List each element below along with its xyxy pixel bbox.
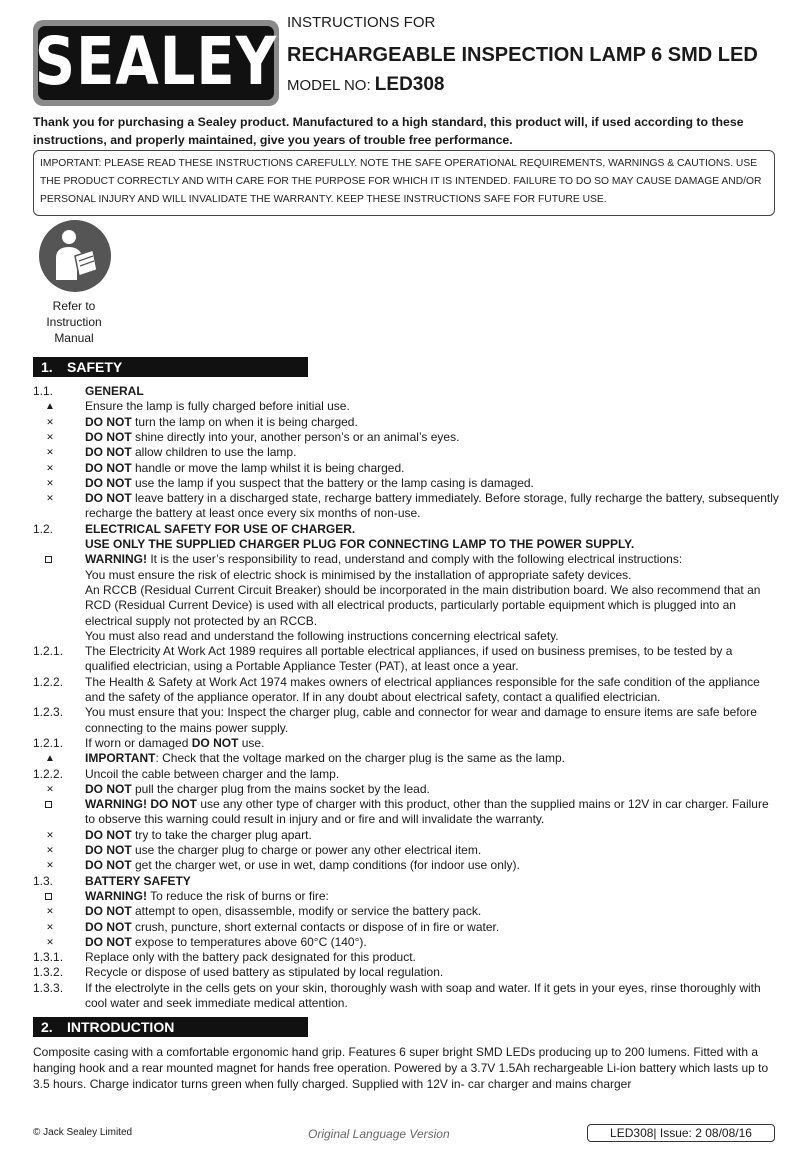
clause-number: 1.2.1. — [33, 735, 64, 750]
cross-icon: ✕ — [46, 936, 54, 947]
original-language-label: Original Language Version — [308, 1127, 450, 1141]
safety-line: You must ensure that you: Inspect the charger plug, cable and connector for wear and damage to ensure items are safe before — [85, 705, 757, 720]
logo-text: SEALEY — [34, 24, 278, 101]
clause-number: 1.2. — [33, 521, 54, 536]
bold-text: DO NOT — [85, 781, 132, 796]
cross-icon: ✕ — [46, 783, 54, 794]
bold-text: BATTERY SAFETY — [85, 873, 191, 888]
safety-line: DO NOT handle or move the lamp whilst it is being charged. — [85, 460, 405, 475]
warning-triangle-icon: ▲ — [45, 401, 55, 413]
bold-text: DO NOT — [85, 904, 132, 919]
safety-line: Replace only with the battery pack designated for this product. — [85, 950, 416, 965]
model-number — [287, 74, 445, 96]
safety-line: DO NOT expose to temperatures above 60°C (140°). — [85, 934, 367, 949]
safety-line: DO NOT attempt to open, disassemble, modify or service the battery pack. — [85, 904, 482, 919]
caption-line: Instruction — [46, 315, 102, 329]
cross-icon: ✕ — [46, 431, 54, 442]
clause-number: 1.2.1. — [33, 644, 64, 659]
instructions-for-label: INSTRUCTIONS FOR — [287, 14, 436, 31]
cross-icon: ✕ — [46, 462, 54, 473]
clause-number: 1.2.3. — [33, 705, 64, 720]
safety-line: Ensure the lamp is fully charged before initial use. — [85, 399, 350, 414]
safety-line: An RCCB (Residual Current Circuit Breaker) should be incorporated in the main distribution board. We also recommend that an — [85, 582, 761, 597]
safety-line: The Health & Safety at Work Act 1974 makes owners of electrical appliances responsible for the safe condition of the appliance — [85, 674, 760, 689]
section-header-introduction — [33, 1017, 308, 1037]
safety-line: DO NOT leave battery in a discharged state, recharge battery immediately. Before storage, fully recharge the battery, subsequently — [85, 491, 779, 506]
caption-line: Refer to — [52, 299, 96, 313]
section-title: SAFETY — [67, 359, 123, 375]
copyright: © Jack Sealey Limited — [33, 1127, 133, 1138]
safety-line: RCD (Residual Current Device) is used with all electrical products, particularly portable equipment which is plugged into an — [85, 598, 736, 613]
safety-line: The Electricity At Work Act 1989 requires all portable electrical appliances, if used on business premises, to be tested by a — [85, 644, 733, 659]
safety-line: to observe this warning could result in injury and or fire and will invalidate the warranty. — [85, 812, 545, 827]
safety-line: DO NOT use the lamp if you suspect that the battery or the lamp casing is damaged. — [85, 475, 534, 490]
clause-number: 1.1. — [33, 384, 54, 398]
bold-text: DO NOT — [85, 919, 132, 934]
safety-line: WARNING! It is the user’s responsibility to read, understand and comply with the following electrical instructions: — [85, 552, 683, 567]
thank-you-text: Thank you for purchasing a Sealey product. Manufactured to a high standard, this product will, if used according to these instructions, and properly maintained, give you years of trouble free performance. — [33, 115, 744, 147]
bold-text: IMPORTANT — [85, 751, 156, 766]
cross-icon: ✕ — [46, 829, 54, 840]
cross-icon: ✕ — [46, 906, 54, 917]
safety-line: DO NOT turn the lamp on when it is being charged. — [85, 414, 358, 429]
bold-text: DO NOT — [85, 934, 132, 949]
safety-line: and the safety of the appliance operator. If in any doubt about electrical safety, contact a qualified electrician. — [85, 690, 661, 704]
clause-number: 1.3.1. — [33, 950, 64, 965]
safety-line: You must also read and understand the following instructions concerning electrical safety. — [85, 628, 559, 643]
sealey-logo — [33, 20, 279, 106]
cross-icon: ✕ — [46, 477, 54, 488]
safety-line: recharge the battery at least once every six months of non-use. — [85, 506, 421, 521]
checkbox-icon — [45, 556, 52, 563]
safety-line: connecting to the mains power supply. — [85, 720, 289, 735]
safety-line: DO NOT crush, puncture, short external contacts or dispose of in fire or water. — [85, 919, 500, 934]
introduction-text: Composite casing with a comfortable ergonomic hand grip. Features 6 super bright SMD LEDs producing up to 200 lumens. Fitted with a hanging hook and a rear mounted magnet for hands free operation. Powered by a 3.7V 1.5Ah rechargeable Li-ion battery which lasts up to 3.5 hours. Charge indicator turns green when fully charged. Supplied with 12V in- car charger and mains charger — [33, 1045, 769, 1091]
clause-number: 1.3.2. — [33, 965, 64, 980]
bold-text: DO NOT — [85, 843, 132, 857]
bold-text: ELECTRICAL SAFETY FOR USE OF CHARGER. — [85, 521, 356, 536]
cross-icon: ✕ — [46, 845, 54, 855]
bold-text: DO NOT — [85, 429, 132, 444]
bold-text: DO NOT — [85, 858, 132, 873]
clause-number: 1.2.2. — [33, 766, 64, 781]
model-value: LED308 — [374, 74, 445, 95]
safety-line — [85, 537, 634, 552]
safety-line: WARNING! DO NOT use any other type of charger with this product, other than the supplied mains or 12V in car charger. Failure — [85, 797, 769, 812]
safety-line: If the electrolyte in the cells gets on your skin, thoroughly wash with soap and water. If it gets in your eyes, rinse thoroughly with — [85, 980, 761, 995]
bold-text: WARNING! — [85, 888, 147, 903]
safety-line: IMPORTANT: Check that the voltage marked on the charger plug is the same as the lamp. — [85, 751, 565, 766]
warning-triangle-icon: ▲ — [45, 753, 55, 765]
checkbox-icon — [45, 893, 52, 900]
bold-text: WARNING! — [85, 552, 147, 567]
manual-icon-caption — [33, 298, 115, 346]
clause-number: 1.2.2. — [33, 674, 64, 689]
safety-line — [85, 522, 355, 537]
safety-line: Recycle or dispose of used battery as stipulated by local regulation. — [85, 965, 444, 980]
safety-line: DO NOT get the charger wet, or use in wet, damp conditions (for indoor use only). — [85, 858, 520, 873]
bold-text: DO NOT — [85, 445, 132, 460]
bold-text: GENERAL — [85, 384, 144, 398]
read-manual-icon — [39, 220, 111, 292]
clause-number: 1.3.3. — [33, 980, 64, 995]
bold-text: USE ONLY THE SUPPLIED CHARGER PLUG FOR CONNECTING LAMP TO THE POWER SUPPLY. — [85, 537, 635, 551]
important-notice-box: IMPORTANT: PLEASE READ THESE INSTRUCTIONS CAREFULLY. NOTE THE SAFE OPERATIONAL REQUIREMENTS, WARNINGS & CAUTIONS. USE THE PRODUCT CORRECTLY AND WITH CARE FOR THE PURPOSE FOR WHICH IT IS INTENDED. FAILURE TO DO SO MAY CAUSE DAMAGE AND/OR PERSONAL INJURY AND WILL INVALIDATE THE WARRANTY. KEEP THESE INSTRUCTIONS SAFE FOR FUTURE USE. — [33, 150, 775, 216]
safety-line: DO NOT allow children to use the lamp. — [85, 445, 297, 460]
cross-icon: ✕ — [46, 416, 54, 427]
safety-line: electrical supply not protected by an RCCB. — [85, 613, 318, 628]
safety-line: DO NOT try to take the charger plug apart. — [85, 827, 312, 842]
issue-info-box: LED308| Issue: 2 08/08/16 — [587, 1124, 775, 1142]
bold-text: DO NOT — [85, 414, 132, 429]
clause-number: 1.3. — [33, 873, 54, 888]
section-number: 2. — [41, 1019, 53, 1035]
section-header-safety — [33, 357, 308, 377]
safety-line: You must ensure the risk of electric shock is minimised by the installation of appropriate safety devices. — [85, 567, 632, 582]
bold-text: DO NOT — [85, 460, 132, 475]
section-number: 1. — [41, 359, 53, 375]
safety-line: If worn or damaged DO NOT use. — [85, 735, 265, 750]
safety-line: DO NOT shine directly into your, another person’s or an animal’s eyes. — [85, 429, 460, 444]
bold-text: DO NOT — [191, 735, 239, 750]
caption-line: Manual — [54, 331, 94, 345]
bold-text: WARNING! DO NOT — [85, 797, 197, 812]
safety-line — [85, 384, 144, 399]
cross-icon: ✕ — [46, 921, 54, 932]
section-title: INTRODUCTION — [67, 1019, 175, 1035]
safety-line: qualified electrician, using a Portable Appliance Tester (PAT), at least once a year. — [85, 659, 519, 674]
safety-line: DO NOT use the charger plug to charge or power any other electrical item. — [85, 843, 482, 857]
cross-icon: ✕ — [46, 493, 54, 504]
safety-line — [85, 874, 191, 889]
safety-line: WARNING! To reduce the risk of burns or fire: — [85, 888, 329, 903]
checkbox-icon — [45, 801, 52, 808]
bold-text: DO NOT — [85, 827, 132, 842]
safety-line: Uncoil the cable between charger and the lamp. — [85, 766, 340, 781]
safety-line: DO NOT pull the charger plug from the mains socket by the lead. — [85, 781, 430, 796]
cross-icon: ✕ — [46, 447, 54, 458]
cross-icon: ✕ — [46, 860, 54, 871]
page-title: RECHARGEABLE INSPECTION LAMP 6 SMD LED — [287, 44, 758, 66]
bold-text: DO NOT — [85, 475, 132, 490]
safety-line: cool water and seek immediate medical attention. — [85, 996, 348, 1010]
model-label: MODEL NO: — [287, 77, 371, 94]
bold-text: DO NOT — [85, 491, 132, 506]
